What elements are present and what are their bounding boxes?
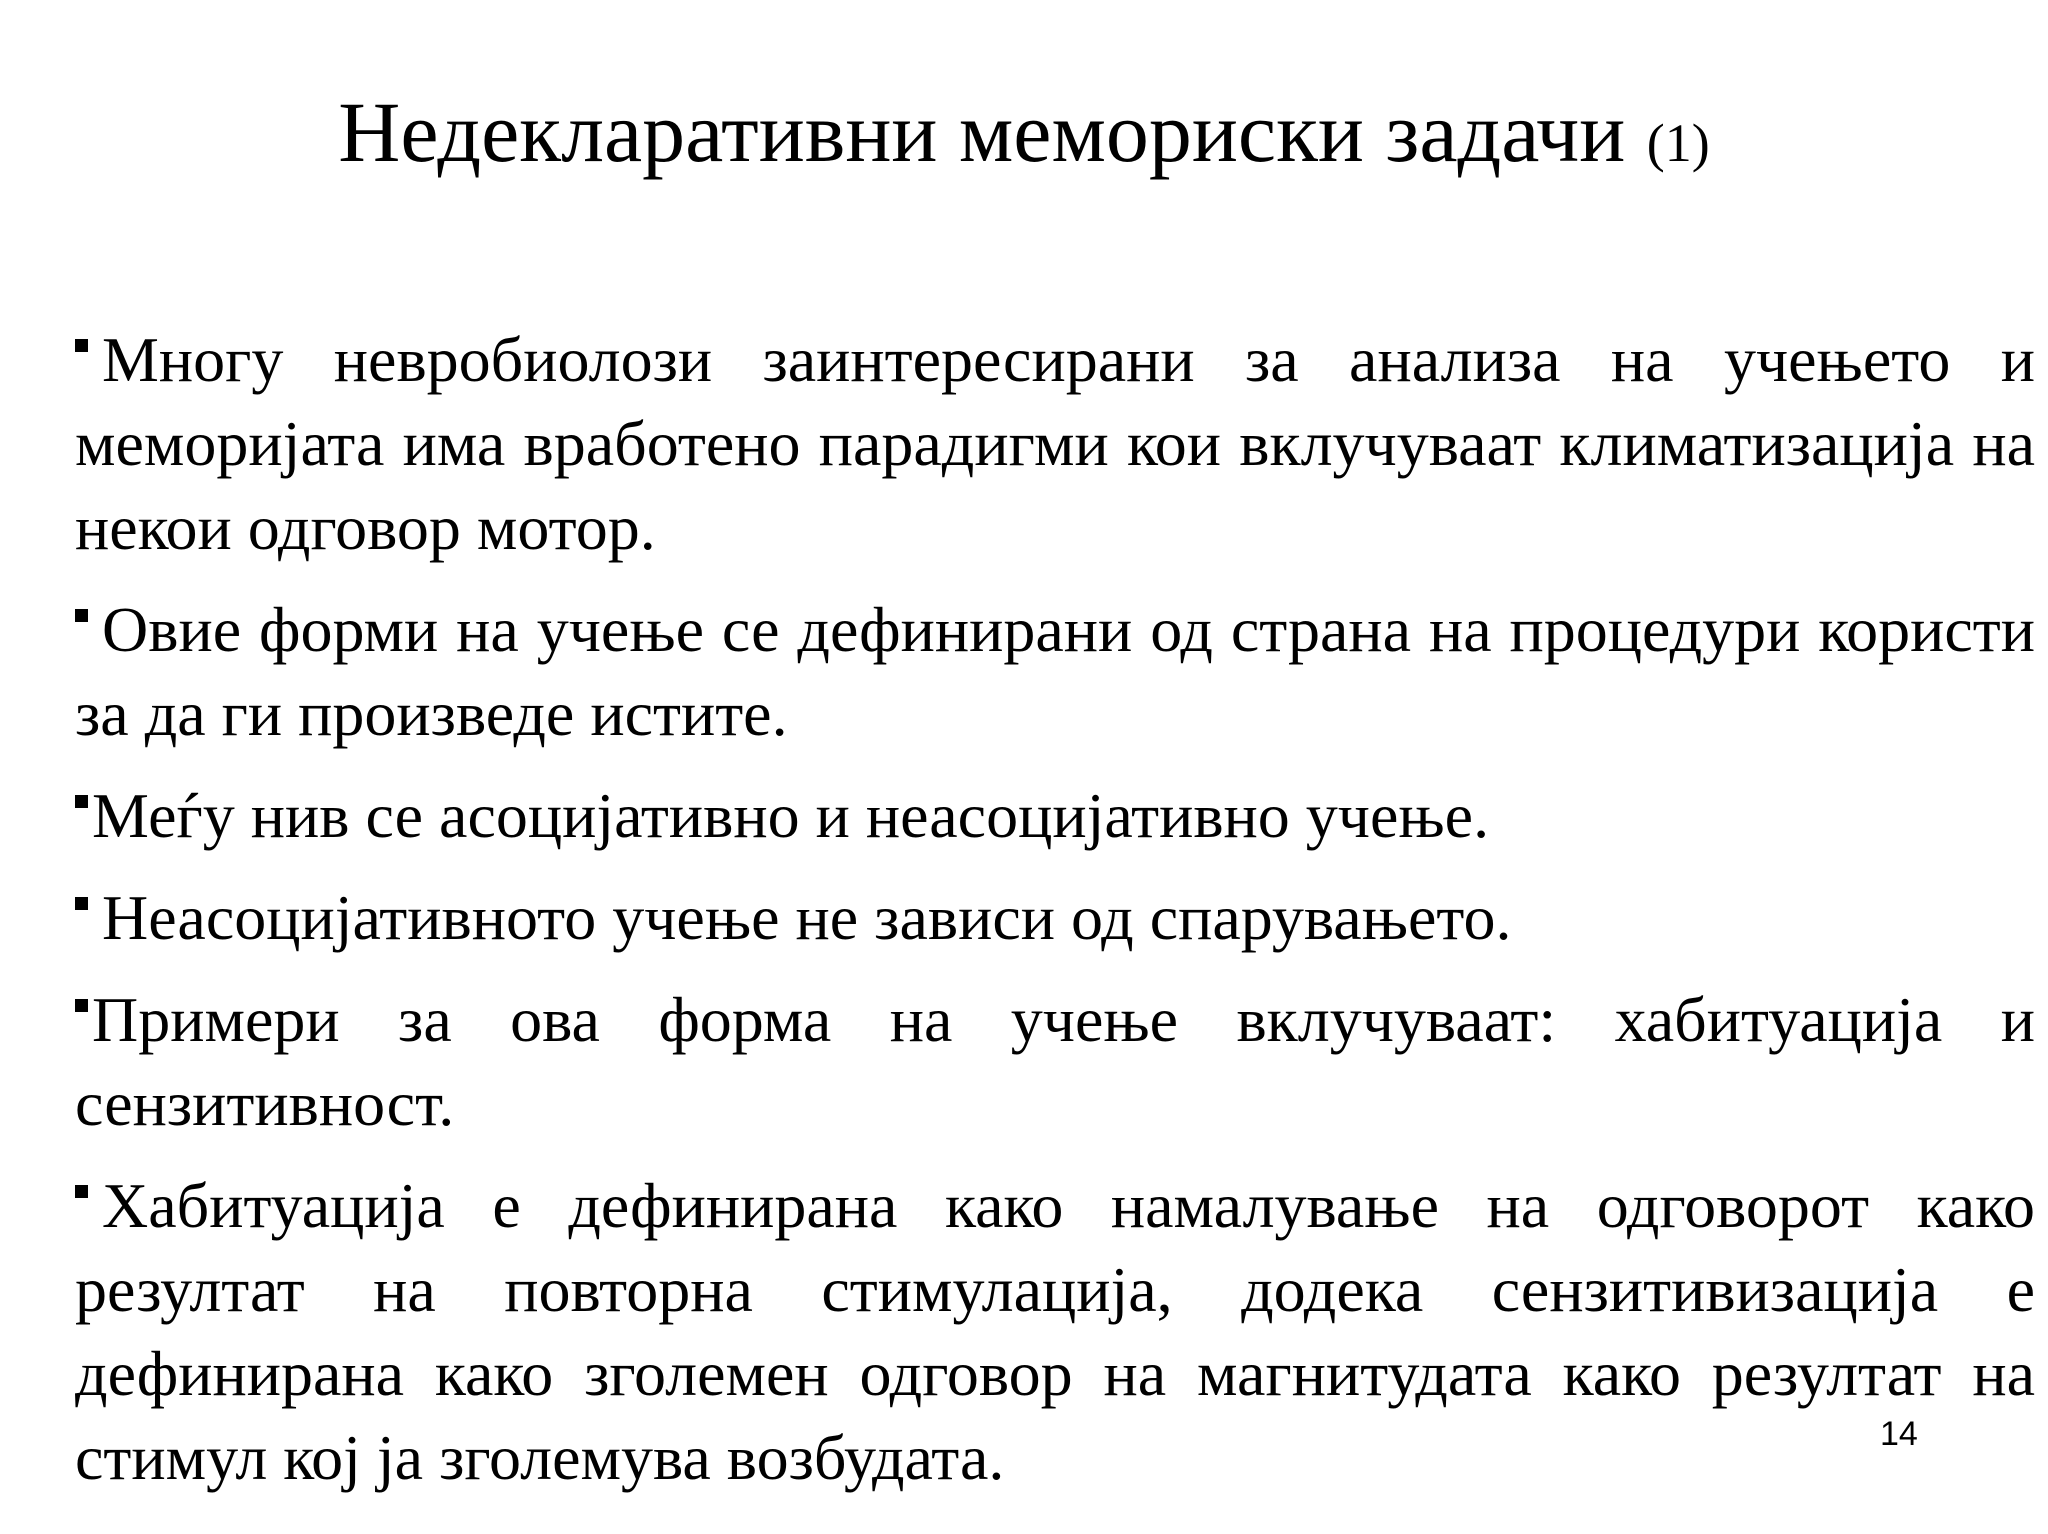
list-item [75,588,2035,756]
bullet-list [75,318,2035,1500]
slide-title [0,82,2048,193]
list-item-text: Многу невробиолози заинтересирани за анализа на учењето и меморијата има вработено парадигми кои вклучуваат климатизација на некои одговор мотор. [75,324,2035,563]
slide-title-main: Недекларативни мемориски задачи [338,84,1626,180]
list-item [75,774,2035,858]
square-bullet-icon [75,1185,88,1198]
list-item-text: Овие форми на учење се дефинирани од страна на процедури користи за да ги произведе истите. [75,594,2035,749]
page-number: 14 [1880,1415,1918,1453]
square-bullet-icon [75,999,88,1012]
slide-title-suffix: (1) [1646,113,1710,173]
list-item-text: Неасоцијативното учење не зависи од спарувањето. [102,882,1512,953]
list-item [75,978,2035,1146]
list-item-text: Примери за ова форма на учење вклучуваат: хабитуација и сензитивност. [75,984,2035,1139]
square-bullet-icon [75,339,88,352]
square-bullet-icon [75,897,88,910]
list-item-text: Хабитуација е дефинирана како намалување на одговорот како резултат на повторна стимулација, додека сензитивизација е дефинирана како зголемен одговор на магнитудата како резултат на стимул кој ја зголемува возбудата. [75,1170,2035,1493]
list-item [75,318,2035,570]
square-bullet-icon [75,795,88,808]
list-item-text: Меѓу нив се асоцијативно и неасоцијативно учење. [92,780,1490,851]
list-item [75,1164,2035,1500]
square-bullet-icon [75,609,88,622]
list-item [75,876,2035,960]
